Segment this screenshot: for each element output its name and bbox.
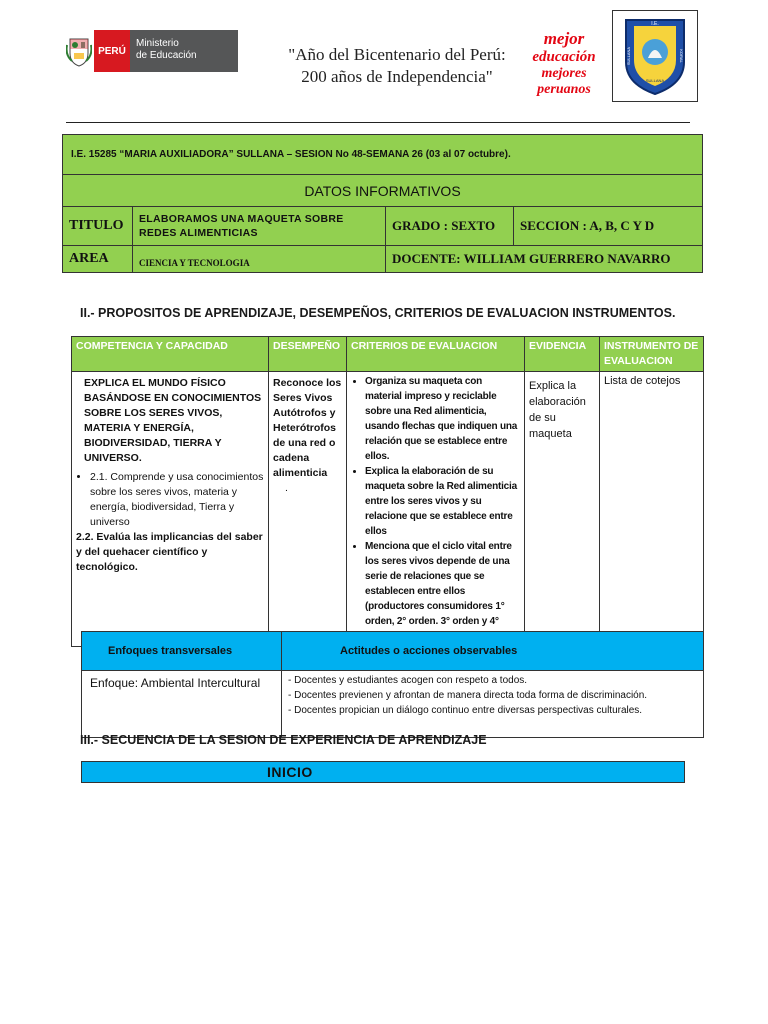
campaign-logo	[524, 28, 604, 98]
campaign-line-3: mejores	[541, 66, 587, 81]
enfoques-body-row	[82, 671, 704, 738]
accion-item: - Docentes propician un diálogo continuo entre diversas perspectivas culturales.	[288, 705, 643, 716]
area-row	[63, 246, 703, 273]
peru-coat-of-arms-icon	[64, 30, 94, 72]
acciones-cell	[282, 671, 704, 738]
ministry-line-2: de Educación	[136, 50, 197, 61]
area-value: CIENCIA Y TECNOLOGIA	[133, 246, 386, 273]
propositos-table	[71, 336, 704, 647]
datos-title: DATOS INFORMATIVOS	[63, 175, 703, 207]
seccion-value: SECCION : A, B, C Y D	[514, 207, 703, 246]
datos-row	[63, 175, 703, 207]
desempeno-text: Reconoce los Seres Vivos Autótrofos y Heterótrofos de una red o cadena alimenticia	[273, 377, 342, 479]
desempeno-cell	[269, 372, 347, 647]
enfoques-header-row	[82, 632, 704, 671]
school-badge	[612, 10, 698, 102]
section-3-title: III.- SECUENCIA DE LA SESION DE EXPERIENCIA DE APRENDIZAJE	[80, 733, 487, 747]
header-criterios: CRITERIOS DE EVALUACION	[347, 337, 525, 372]
header-competencia: COMPETENCIA Y CAPACIDAD	[72, 337, 269, 372]
titulo-label: TITULO	[63, 207, 133, 246]
capacidad-list	[76, 470, 264, 530]
enfoques-header-left: Enfoques transversales	[82, 632, 282, 671]
badge-left-text: SULLANA	[626, 46, 631, 66]
capacidad-2: 2.2. Evalúa las implicancias del saber y del quehacer científico y tecnológico.	[76, 531, 263, 573]
accion-item: - Docentes previenen y afrontan de manera directa toda forma de discriminación.	[288, 690, 648, 701]
competencia-cell	[72, 372, 269, 647]
capacidad-1: • 2.1. Comprende y usa conocimientos sobre los seres vivos, materia y energía, biodiversidad, Tierra y universo	[90, 470, 264, 530]
motto-line-2: 200 años de Independencia"	[301, 67, 493, 86]
header-evidencia: EVIDENCIA	[525, 337, 600, 372]
ministry-name	[130, 30, 238, 72]
docente-value: DOCENTE: WILLIAM GUERRERO NAVARRO	[386, 246, 703, 273]
session-row	[63, 135, 703, 175]
minedu-logo	[64, 30, 238, 72]
session-line: I.E. 15285 “MARIA AUXILIADORA” SULLANA – SESION No 48-SEMANA 26 (03 al 07 octubre).	[63, 135, 703, 175]
criterios-list	[351, 374, 520, 644]
propositos-body-row	[72, 372, 704, 647]
titulo-row	[63, 207, 703, 246]
campaign-line-2: educación	[532, 49, 596, 65]
grado-value: GRADO : SEXTO	[386, 207, 514, 246]
peru-brand-block: PERÚ	[94, 30, 130, 72]
desempeno-dot: .	[285, 482, 288, 494]
acciones-list	[288, 673, 697, 718]
inicio-bar	[81, 761, 685, 783]
criterio-item: • Organiza su maqueta con material impreso y reciclable sobre una Red alimenticia, usando flechas que indiquen una relación que se establece entre ellos.	[365, 374, 520, 464]
campaign-line-4: peruanos	[537, 82, 591, 97]
titulo-value: ELABORAMOS UNA MAQUETA SOBRE REDES ALIMENTICIAS	[133, 207, 386, 246]
competencia-main: EXPLICA EL MUNDO FÍSICO BASÁNDOSE EN CONOCIMIENTOS SOBRE LOS SERES VIVOS, MATERIA Y ENERGÍA, BIODIVERSIDAD, TIERRA Y UNIVERSO.	[84, 377, 262, 464]
criterios-cell	[347, 372, 525, 647]
motto-line-1: "Año del Bicentenario del Perú:	[288, 45, 506, 64]
enfoques-table	[81, 631, 704, 738]
header-desempeno: DESEMPEÑO	[269, 337, 347, 372]
campaign-line-1: mejor	[543, 29, 585, 48]
instrumento-cell: Lista de cotejos	[600, 372, 704, 647]
propositos-header-row	[72, 337, 704, 372]
section-2-title: II.- PROPOSITOS DE APRENDIZAJE, DESEMPEÑOS, CRITERIOS DE EVALUACION INSTRUMENTOS.	[80, 306, 676, 320]
evidencia-cell: Explica la elaboración de su maqueta	[525, 372, 600, 647]
badge-top-text: I.E.	[651, 21, 659, 27]
criterio-item: • Explica la elaboración de su maqueta sobre la Red alimenticia entre los seres vivos y su relacione que se establece entre ellos	[365, 464, 520, 539]
area-label: AREA	[63, 246, 133, 273]
year-motto	[262, 44, 532, 88]
badge-right-text: KORAL	[679, 49, 684, 63]
enfoque-name: Enfoque: Ambiental Intercultural	[82, 671, 282, 738]
ministry-line-1: Ministerio	[136, 38, 179, 49]
school-crest-icon	[620, 16, 690, 96]
criterio-item: • Menciona que el ciclo vital entre los seres vivos depende de una serie de relaciones que se establecen entre ellos (productores consumidores 1° orden, 2° orden. 3° orden y 4°	[365, 539, 520, 644]
header-instrumento: INSTRUMENTO DE EVALUACION	[600, 337, 704, 372]
enfoques-header-right: Actitudes o acciones observables	[282, 632, 704, 671]
badge-bottom-text: SULLANA	[645, 78, 665, 83]
accion-item: - Docentes y estudiantes acogen con respeto a todos.	[288, 675, 528, 686]
info-table	[62, 134, 703, 273]
inicio-label: INICIO	[267, 764, 313, 780]
header-divider	[66, 122, 690, 123]
